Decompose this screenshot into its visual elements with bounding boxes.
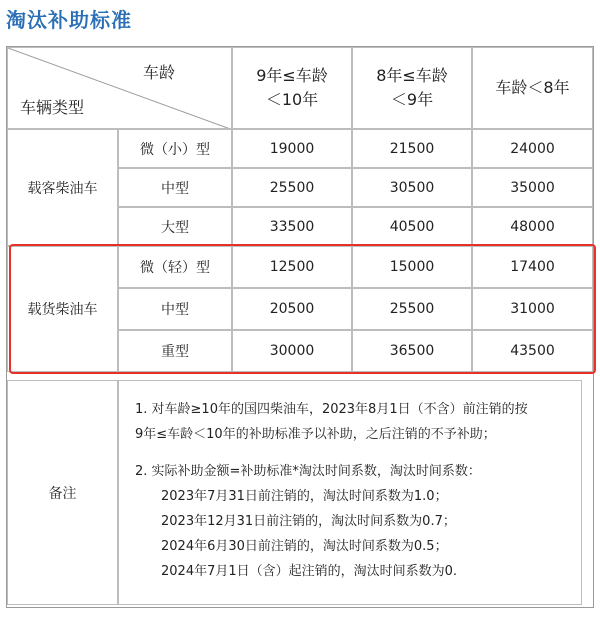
value: 21500	[389, 140, 435, 157]
type-label: 中型	[161, 302, 189, 318]
col-header-2	[352, 47, 472, 129]
col-header-1-label: 9年≤车龄＜10年	[256, 66, 328, 109]
value: 19000	[269, 140, 315, 157]
value-cell	[232, 168, 352, 207]
type-cell	[118, 129, 232, 168]
col-header-2-label: 8年≤车龄＜9年	[376, 66, 448, 109]
value-cell	[352, 207, 472, 246]
type-label: 微（轻）型	[140, 260, 210, 276]
col-header-1	[232, 47, 352, 129]
value: 17400	[510, 259, 555, 275]
value-cell	[232, 129, 352, 168]
col-header-3-label: 车龄＜8年	[495, 78, 570, 97]
notes-label: 备注	[48, 485, 77, 502]
value-cell	[352, 129, 472, 168]
value: 24000	[510, 140, 555, 157]
value: 33500	[269, 218, 315, 235]
corner-type-label: 车辆类型	[20, 98, 85, 117]
value-cell	[472, 207, 593, 246]
value-cell	[472, 168, 593, 207]
note-line: 1. 对车龄≥10年的国四柴油车，2023年8月1日（不含）前注销的按	[135, 402, 528, 417]
note-line: 9年≤车龄＜10年的补助标准予以补助，之后注销的不予补助；	[135, 427, 496, 442]
type-label: 重型	[161, 344, 189, 360]
group-label: 载货柴油车	[27, 302, 98, 318]
value: 36500	[389, 343, 435, 359]
value: 40500	[389, 218, 435, 235]
note-line: 2024年7月1日（含）起注销的，淘汰时间系数为0.	[161, 564, 458, 579]
type-label: 微（小）型	[140, 141, 210, 158]
notes-label-cell	[7, 380, 118, 605]
value: 43500	[510, 343, 555, 359]
type-cell	[118, 207, 232, 246]
type-cell	[118, 168, 232, 207]
value-cell	[352, 168, 472, 207]
freight-highlight-box	[9, 244, 596, 374]
note-line: 2023年12月31日前注销的，淘汰时间系数为0.7；	[161, 514, 456, 529]
value: 30500	[389, 179, 435, 196]
type-label: 中型	[161, 180, 189, 197]
value: 30000	[269, 343, 315, 359]
notes-content	[118, 380, 582, 605]
type-label: 大型	[161, 219, 189, 236]
group-cell-passenger	[7, 129, 118, 246]
group-label: 载客柴油车	[27, 180, 98, 197]
note-line: 2024年6月30日前注销的，淘汰时间系数为0.5；	[161, 539, 448, 554]
value: 25500	[389, 301, 435, 317]
value: 31000	[510, 301, 555, 317]
corner-header-cell	[7, 47, 232, 129]
note-line: 2. 实际补助金额=补助标准*淘汰时间系数，淘汰时间系数：	[135, 464, 481, 479]
value-cell	[232, 207, 352, 246]
value: 25500	[269, 179, 315, 196]
value: 12500	[269, 259, 315, 275]
value: 48000	[510, 218, 555, 235]
page-title: 淘汰补助标准	[6, 8, 132, 32]
value: 20500	[269, 301, 315, 317]
col-header-3	[472, 47, 593, 129]
value: 15000	[389, 259, 435, 275]
value: 35000	[510, 179, 555, 196]
corner-age-label: 车龄	[142, 63, 175, 82]
note-line: 2023年7月31日前注销的，淘汰时间系数为1.0；	[161, 489, 448, 504]
value-cell	[472, 129, 593, 168]
